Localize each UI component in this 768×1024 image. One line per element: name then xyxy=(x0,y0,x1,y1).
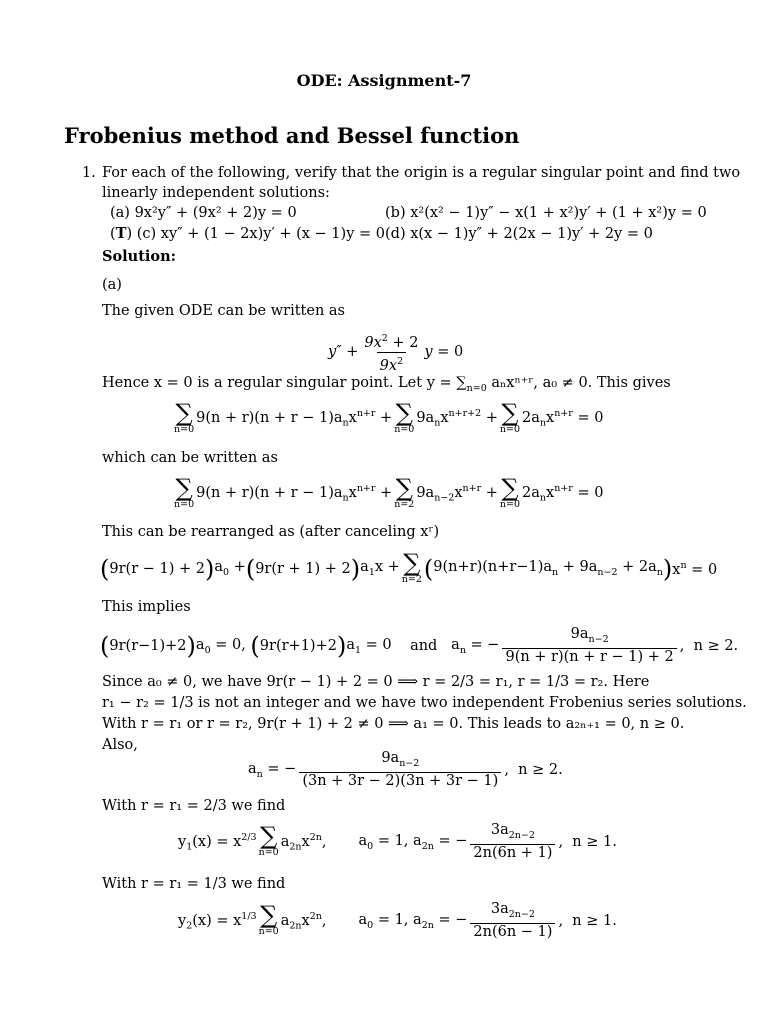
ode-standard-form: y″ + $\frac{9x^2 + 2}{9x^2}$ y = 0 xyxy=(328,333,464,374)
solution-text-3: which can be written as xyxy=(102,450,278,466)
coefficient-formula: $a_n$ = − $\frac{9a_{n-2}}{(3n + 3r - 2)(3n + 3r - 1)}$ , n ≥ 2. xyxy=(248,750,563,789)
solution-part-label: (a) xyxy=(102,277,122,293)
part-c-row: (T) (c) xy″ + (1 − 2x)y′ + (x − 1)y = 0 xyxy=(110,225,385,242)
section-heading: Frobenius method and Bessel function xyxy=(64,123,520,148)
with-r2-text: With r = r₁ = 1/3 we find xyxy=(102,876,286,892)
solution-label: Solution: xyxy=(102,248,176,265)
problem-text-line2: linearly independent solutions: xyxy=(102,185,330,201)
solution-text-4: This can be rearranged as (after canceling xʳ) xyxy=(102,524,440,540)
solution-text-1: The given ODE can be written as xyxy=(102,303,345,319)
part-c-equation: (c) xy″ + (1 − 2x)y′ + (x − 1)y = 0 xyxy=(136,226,385,242)
solution-y2: $y_2(x) = x^{1/3}$ ∑ n=0 $a_{2n}x^{2n}$, $a_0 = 1$, $a_{2n}$ = − $\frac{3a_{2n-2}}{2n(6n - 1)}$ , n ≥ 1. xyxy=(178,901,617,940)
paragraph-line-4: Also, xyxy=(102,737,138,753)
assignment-title: ODE: Assignment-7 xyxy=(296,71,472,90)
series-equation-2: ∑ n=0 $9(n + r)(n + r - 1)a_nx^{n+r}$ + ∑ n=2 $9a_{n-2}x^{n+r}$ + ∑ n=0 $2a_nx^{n+r} = 0$ xyxy=(174,474,604,510)
recurrence-equation: ( 9r(r−1)+2 ) $a_0 = 0$, ( 9r(r+1)+2 ) $a_1 = 0$ and $a_n$ = − $\frac{9a_{n-2}}{9(n + r)(n + r - 1) + 2}$ , n ≥ 2. xyxy=(100,626,739,665)
problem-text-line1: For each of the following, verify that the origin is a regular singular point and find two xyxy=(102,165,741,181)
rearranged-equation: ( 9r(r − 1) + 2 ) $a_0$ + ( 9r(r + 1) + 2 ) $a_1x$ + ∑ n=2 ( $9(n+r)(n+r-1)a_n + 9a_{n-2} + 2a_n$ ) $x^n = 0$ xyxy=(100,549,718,585)
series-equation-1: ∑ n=0 $9(n + r)(n + r - 1)a_nx^{n+r}$ + ∑ n=0 $9a_nx^{n+r+2}$ + ∑ n=0 $2a_nx^{n+r} = 0$ xyxy=(174,399,604,435)
with-r1-text: With r = r₁ = 2/3 we find xyxy=(102,798,286,814)
problem-number: 1. xyxy=(82,165,96,181)
solution-text-2: Hence x = 0 is a regular singular point. Let $y = \sum_{n=0}$ aₙxⁿ⁺ʳ, a₀ ≠ 0. This gives xyxy=(102,375,671,394)
solution-y1: $y_1(x) = x^{2/3}$ ∑ n=0 $a_{2n}x^{2n}$, $a_0 = 1$, $a_{2n}$ = − $\frac{3a_{2n-2}}{2n(6n + 1)}$ , n ≥ 1. xyxy=(178,822,617,861)
paragraph-line-2: r₁ − r₂ = 1/3 is not an integer and we have two independent Frobenius series solutions. xyxy=(102,695,747,711)
paragraph-line-1: Since a₀ ≠ 0, we have 9r(r − 1) + 2 = 0 ⟹ r = 2/3 = r₁, r = 1/3 = r₂. Here xyxy=(102,674,650,690)
paragraph-line-3: With r = r₁ or r = r₂, 9r(r + 1) + 2 ≠ 0 ⟹ a₁ = 0. This leads to a₂ₙ₊₁ = 0, n ≥ 0. xyxy=(102,716,685,732)
solution-text-5: This implies xyxy=(102,599,191,615)
solution-text-2b: aₙxⁿ⁺ʳ, a₀ ≠ 0. This gives xyxy=(491,375,671,391)
part-b-equation: (b) x²(x² − 1)y″ − x(1 + x²)y′ + (1 + x²)y = 0 xyxy=(385,205,707,221)
and-word: and xyxy=(410,637,438,654)
tutorial-tag: T xyxy=(115,225,127,242)
solution-text-2a: Hence x = 0 is a regular singular point. Let y = ∑ xyxy=(102,375,467,391)
part-a-equation: (a) 9x²y″ + (9x² + 2)y = 0 xyxy=(110,205,297,221)
part-d-equation: (d) x(x − 1)y″ + 2(2x − 1)y′ + 2y = 0 xyxy=(385,226,653,242)
